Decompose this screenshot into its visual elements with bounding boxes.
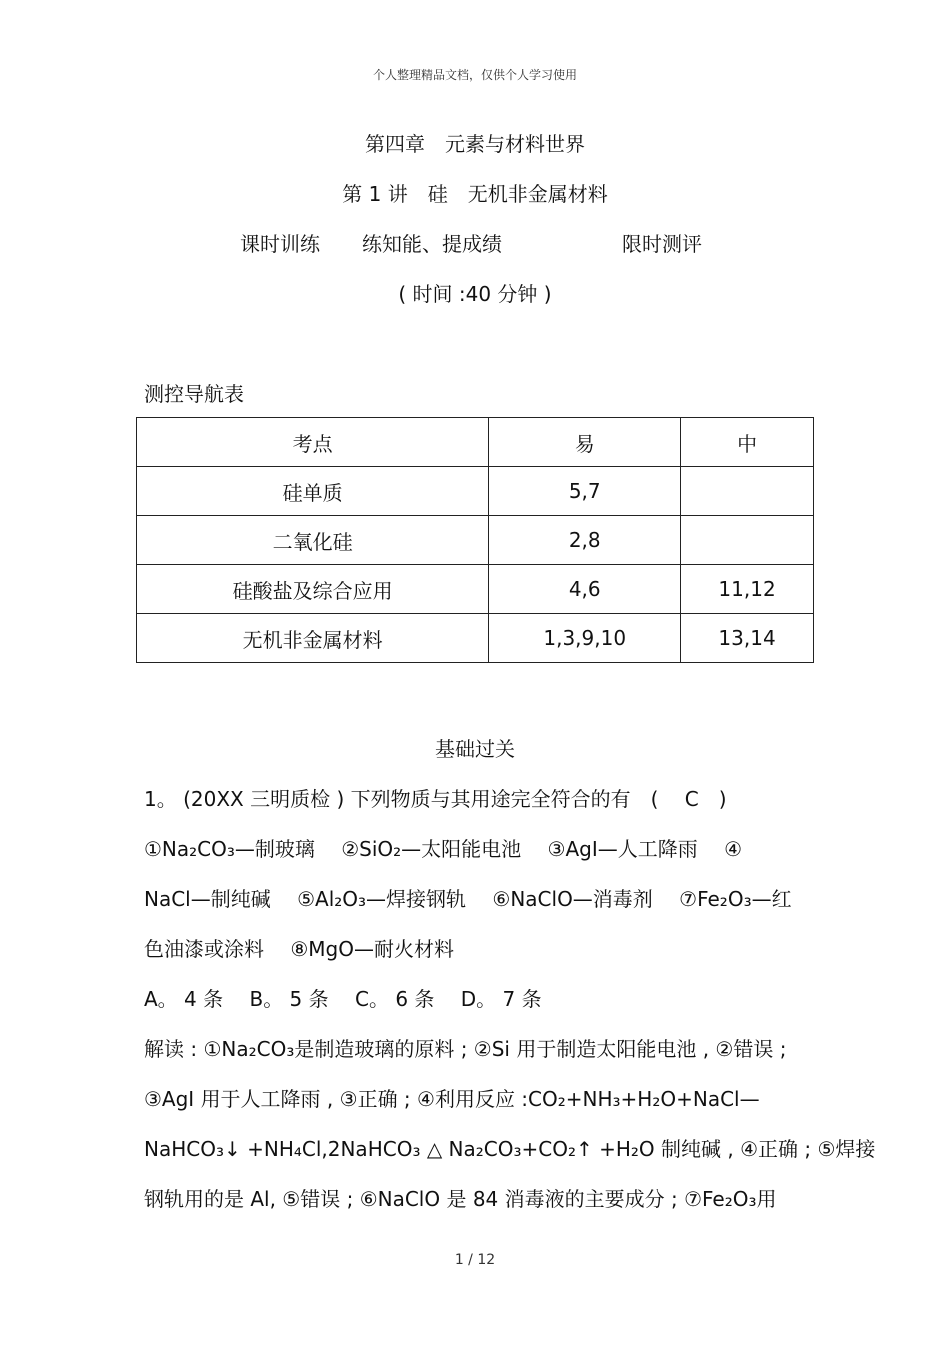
section-title: 基础过关 bbox=[435, 737, 515, 761]
table-cell: 11,12 bbox=[681, 565, 814, 614]
table-header-row bbox=[137, 418, 814, 467]
table-row bbox=[137, 516, 814, 565]
subtitle-middle: 练知能、提成绩 bbox=[362, 232, 502, 256]
table-cell: 无机非金属材料 bbox=[137, 614, 489, 663]
header-cell: 中 bbox=[681, 418, 814, 467]
nav-table-title: 测控导航表 bbox=[144, 382, 244, 406]
question-line: 色油漆或涂料 ⑧MgO—耐火材料 bbox=[144, 937, 454, 961]
page-header: 个人整理精品文档，仅供个人学习使用 bbox=[372, 68, 577, 82]
answer-options: A。 4 条 B。 5 条 C。 6 条 D。 7 条 bbox=[144, 987, 542, 1011]
table-row bbox=[137, 565, 814, 614]
table-row bbox=[137, 467, 814, 516]
header-cell: 考点 bbox=[137, 418, 489, 467]
analysis-line: NaHCO₃↓ +NH₄Cl,2NaHCO₃ △ Na₂CO₃+CO₂↑ +H₂O 制纯碱 , ④正确 ; ⑤焊接 bbox=[144, 1137, 876, 1161]
table-cell: 4,6 bbox=[489, 565, 681, 614]
question-stem: 1。 (20XX 三明质检 ) 下列物质与其用途完全符合的有 ( C ) bbox=[144, 787, 727, 811]
lesson-title: 第 1 讲 硅 无机非金属材料 bbox=[342, 182, 608, 206]
nav-table bbox=[136, 417, 814, 663]
header-cell: 易 bbox=[489, 418, 681, 467]
table-cell: 13,14 bbox=[681, 614, 814, 663]
table-row bbox=[137, 614, 814, 663]
subtitle-left: 课时训练 bbox=[240, 232, 320, 256]
analysis-line: 钢轨用的是 Al, ⑤错误 ; ⑥NaClO 是 84 消毒液的主要成分 ; ⑦Fe₂O₃用 bbox=[144, 1187, 777, 1211]
table-cell: 硅单质 bbox=[137, 467, 489, 516]
table-cell: 硅酸盐及综合应用 bbox=[137, 565, 489, 614]
subtitle-right: 限时测评 bbox=[622, 232, 702, 256]
table-cell bbox=[681, 516, 814, 565]
question-line: NaCl—制纯碱 ⑤Al₂O₃—焊接钢轨 ⑥NaClO—消毒剂 ⑦Fe₂O₃—红 bbox=[144, 887, 792, 911]
question-line: ①Na₂CO₃—制玻璃 ②SiO₂—太阳能电池 ③AgI—人工降雨 ④ bbox=[144, 837, 743, 861]
table-cell bbox=[681, 467, 814, 516]
table-cell: 二氧化硅 bbox=[137, 516, 489, 565]
page-number: 1 / 12 bbox=[454, 1252, 496, 1268]
time-note: ( 时间 :40 分钟 ) bbox=[398, 282, 552, 306]
analysis-line: ③AgI 用于人工降雨 , ③正确 ; ④利用反应 :CO₂+NH₃+H₂O+NaCl— bbox=[144, 1087, 760, 1111]
analysis-line: 解读 : ①Na₂CO₃是制造玻璃的原料 ; ②Si 用于制造太阳能电池 , ②错误 ; bbox=[144, 1037, 787, 1061]
table-cell: 2,8 bbox=[489, 516, 681, 565]
chapter-title: 第四章 元素与材料世界 bbox=[365, 132, 585, 156]
table-cell: 5,7 bbox=[489, 467, 681, 516]
table-cell: 1,3,9,10 bbox=[489, 614, 681, 663]
